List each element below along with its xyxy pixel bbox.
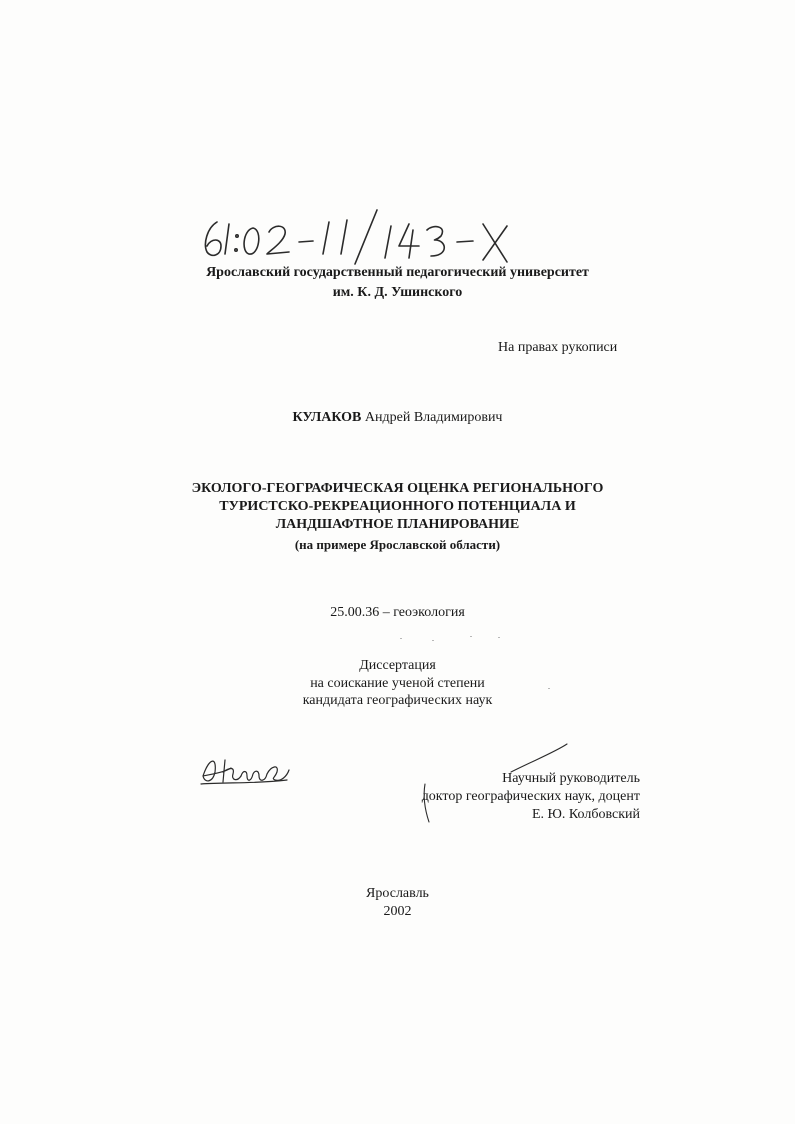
author-given-names: Андрей Владимирович <box>364 410 503 425</box>
scan-speck <box>400 638 402 639</box>
supervisor-degree: доктор географических наук, доцент <box>421 789 640 804</box>
dissertation-title-line3: ЛАНДШАФТНОЕ ПЛАНИРОВАНИЕ <box>275 517 520 532</box>
city: Ярославль <box>366 886 429 901</box>
dissertation-title-line2: ТУРИСТСКО-РЕКРЕАЦИОННОГО ПОТЕНЦИАЛА И <box>219 499 576 514</box>
university-name-line2: им. К. Д. Ушинского <box>332 285 463 300</box>
author-name <box>0 410 795 426</box>
dissertation-title-line1: ЭКОЛОГО-ГЕОГРАФИЧЕСКАЯ ОЦЕНКА РЕГИОНАЛЬНОГО <box>191 481 604 496</box>
university-name-line1: Ярославский государственный педагогический университет <box>206 265 589 280</box>
supervisor-name: Е. Ю. Колбовский <box>531 807 640 822</box>
dissertation-label: Диссертация <box>359 658 436 673</box>
year: 2002 <box>383 904 412 919</box>
handwritten-archive-code <box>195 200 515 270</box>
rights-note: На правах рукописи <box>498 340 618 355</box>
supervisor-role: Научный руководитель <box>502 771 640 786</box>
specialty-code: 25.00.36 – геоэкология <box>330 605 465 620</box>
scan-speck <box>432 640 434 641</box>
supervisor-block <box>420 770 640 824</box>
svg-text:61:02-11/143-X: 61:02-11/143-X <box>195 200 202 201</box>
author-surname: КУЛАКОВ <box>292 410 362 425</box>
degree-name: кандидата географических наук <box>302 693 493 708</box>
dissertation-subtitle: (на примере Ярославской области) <box>294 537 501 552</box>
degree-purpose: на соискание ученой степени <box>310 676 485 691</box>
scan-speck <box>470 636 472 637</box>
scan-speck <box>498 637 500 638</box>
author-signature <box>195 748 295 793</box>
